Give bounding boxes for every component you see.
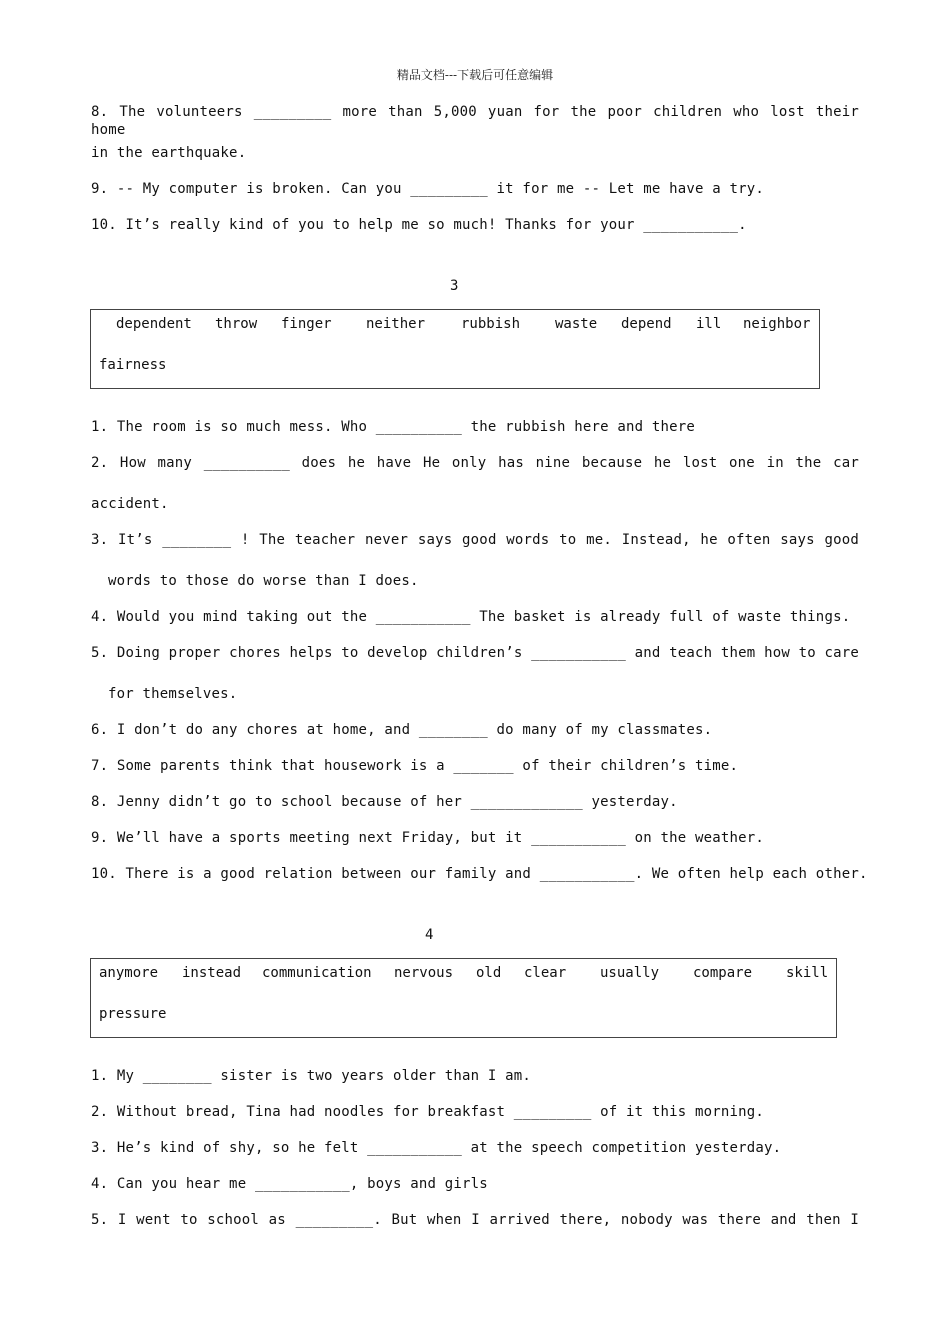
word-bank-word: instead <box>182 965 242 981</box>
section-4-word-bank <box>90 958 837 1038</box>
question-10: 10. It’s really kind of you to help me so much! Thanks for your ___________. <box>91 217 747 233</box>
question-9: 9. -- My computer is broken. Can you _________ it for me -- Let me have a try. <box>91 181 765 197</box>
word-bank-word: neither <box>366 316 426 332</box>
s4-question-2: 2. Without bread, Tina had noodles for breakfast _________ of it this morning. <box>91 1104 765 1120</box>
section-3-word-bank <box>90 309 820 389</box>
word-bank-word: compare <box>693 965 753 981</box>
word-bank-word: rubbish <box>461 316 521 332</box>
s3-question-6: 6. I don’t do any chores at home, and ________ do many of my classmates. <box>91 722 713 738</box>
s3-question-3-line-2: words to those do worse than I does. <box>108 573 419 589</box>
s4-question-4: 4. Can you hear me ___________, boys and girls <box>91 1176 488 1192</box>
word-bank-word: communication <box>262 965 372 981</box>
question-8-line-1: 8. The volunteers _________ more than 5,000 yuan for the poor children who lost their home <box>91 104 859 138</box>
question-8-line-2: in the earthquake. <box>91 145 247 161</box>
s3-question-2-line-2: accident. <box>91 496 169 512</box>
s3-question-7: 7. Some parents think that housework is a _______ of their children’s time. <box>91 758 739 774</box>
word-bank-row-2 <box>91 1005 836 1023</box>
word-bank-word: anymore <box>99 965 159 981</box>
word-bank-word: neighbor <box>743 316 811 332</box>
s4-question-5-line-1: 5. I went to school as _________. But when I arrived there, nobody was there and then I <box>91 1212 859 1228</box>
word-bank-row-2 <box>91 356 819 374</box>
word-bank-row-1 <box>91 964 836 982</box>
s3-question-5-line-1: 5. Doing proper chores helps to develop children’s ___________ and teach them how to care <box>91 645 859 661</box>
word-bank-word: old <box>476 965 502 981</box>
word-bank-word: usually <box>600 965 660 981</box>
word-bank-word: waste <box>555 316 598 332</box>
s3-question-10: 10. There is a good relation between our family and ___________. We often help each other. <box>91 866 868 882</box>
word-bank-word: depend <box>621 316 672 332</box>
word-bank-word: finger <box>281 316 332 332</box>
s3-question-4: 4. Would you mind taking out the ___________ The basket is already full of waste things. <box>91 609 851 625</box>
s4-question-3: 3. He’s kind of shy, so he felt ___________ at the speech competition yesterday. <box>91 1140 782 1156</box>
page-header: 精品文档---下载后可任意编辑 <box>396 68 554 82</box>
section-4-number: 4 <box>425 927 434 943</box>
word-bank-word: dependent <box>116 316 192 332</box>
word-bank-row-1 <box>91 315 819 333</box>
s3-question-5-line-2: for themselves. <box>108 686 238 702</box>
s3-question-1: 1. The room is so much mess. Who __________ the rubbish here and there <box>91 419 696 435</box>
word-bank-word: nervous <box>394 965 454 981</box>
word-bank-word: skill <box>786 965 829 981</box>
word-bank-word: fairness <box>99 357 167 373</box>
word-bank-word: throw <box>215 316 258 332</box>
s3-question-3-line-1: 3. It’s ________ ! The teacher never says good words to me. Instead, he often says good <box>91 532 859 548</box>
s3-question-8: 8. Jenny didn’t go to school because of her _____________ yesterday. <box>91 794 678 810</box>
word-bank-word: clear <box>524 965 567 981</box>
s3-question-9: 9. We’ll have a sports meeting next Friday, but it ___________ on the weather. <box>91 830 765 846</box>
word-bank-word: pressure <box>99 1006 167 1022</box>
section-3-number: 3 <box>450 278 459 294</box>
word-bank-word: ill <box>696 316 722 332</box>
s3-question-2-line-1: 2. How many __________ does he have He only has nine because he lost one in the car <box>91 455 859 471</box>
s4-question-1: 1. My ________ sister is two years older than I am. <box>91 1068 532 1084</box>
